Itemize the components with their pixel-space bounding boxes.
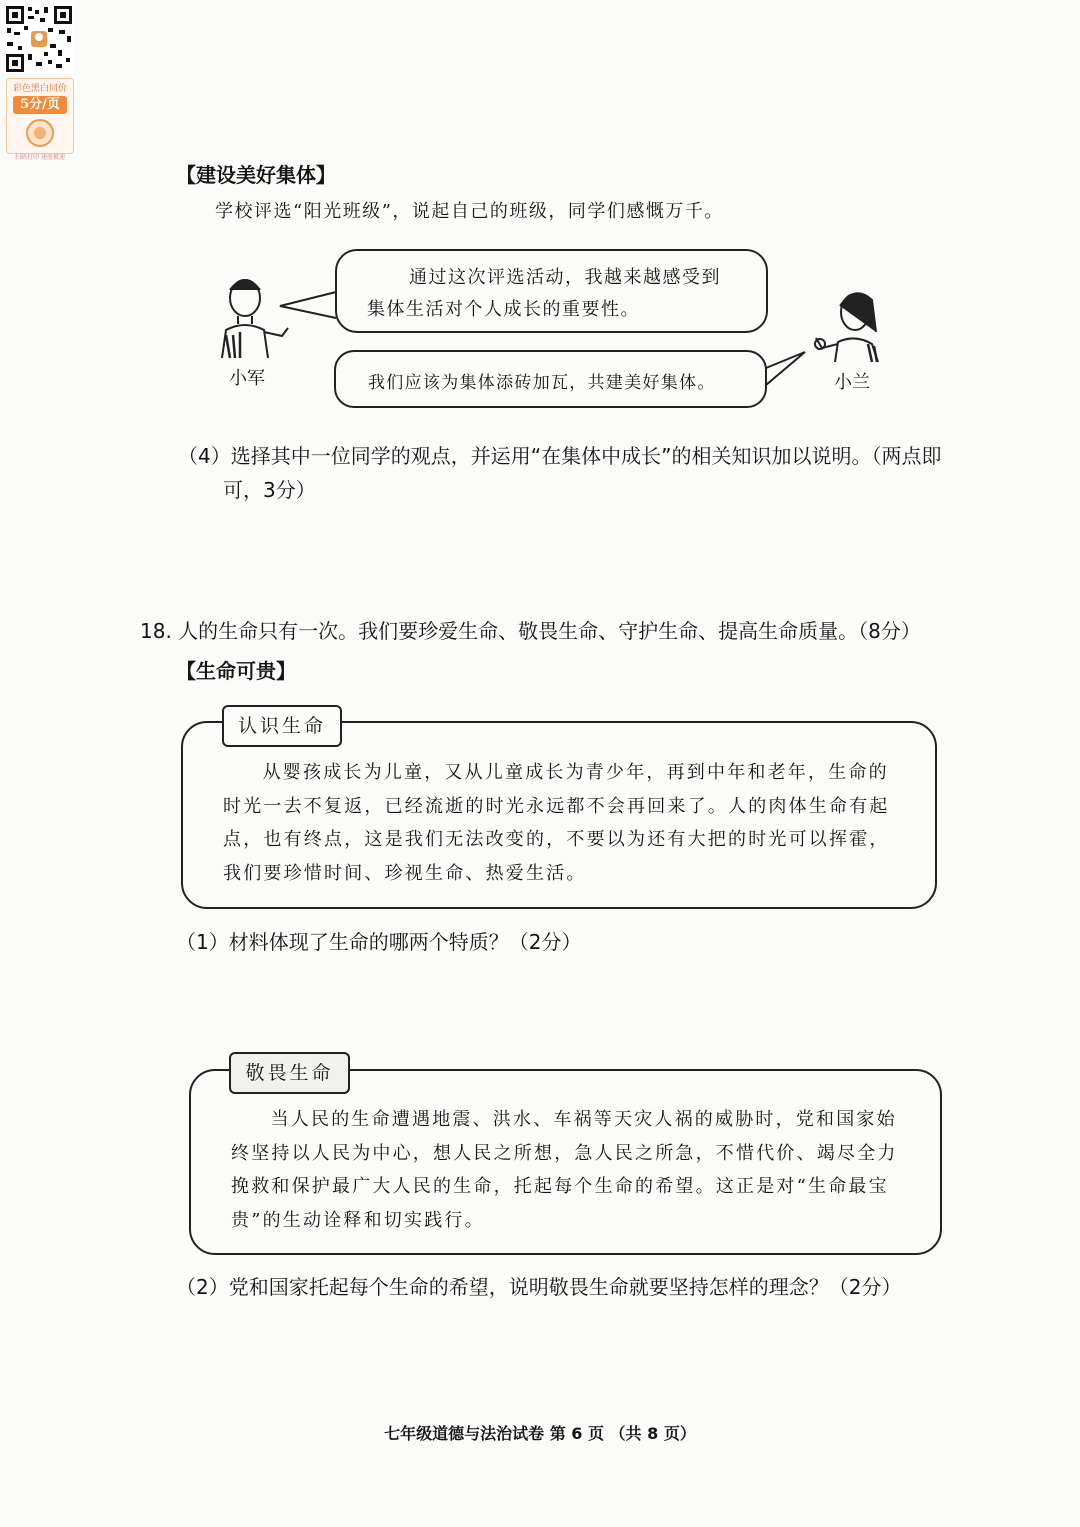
box1-line2: 时光一去不复返，已经流逝的时光永远都不会再回来了。人的肉体生命有起 [223,795,890,817]
price-badge [6,78,74,161]
name-xiaojun: 小军 [229,368,265,389]
section-intro: 学校评选“阳光班级”，说起自己的班级，同学们感慨万千。 [215,201,724,222]
girl-figure-icon [815,293,878,362]
box2-line1: 当人民的生命遭遇地震、洪水、车祸等天灾人祸的威胁时，党和国家始 [270,1109,897,1130]
bubble2-text: 我们应该为集体添砖加瓦，共建美好集体。 [368,373,716,393]
box1-line3: 点，也有终点，这是我们无法改变的，不要以为还有大把的时光可以挥霍， [223,829,890,850]
qr-code[interactable] [4,4,74,74]
speech-bubble-xiaolan [334,350,767,408]
print-service-ad [4,4,74,161]
material-box-revere-life [189,1069,942,1255]
box2-line3: 挽救和保护最广大人民的生命，托起每个生命的希望。这正是对“生命最宝 [231,1176,889,1197]
question-4-line1: （4）选择其中一位同学的观点，并运用“在集体中成长”的相关知识加以说明。（两点即 [178,444,942,468]
bubble1-line2: 集体生活对个人成长的重要性。 [367,299,640,320]
box2-line4: 贵”的生动诠释和切实践行。 [231,1209,485,1231]
material-box-recognize-life [181,721,937,909]
question-4-line2: 可，3分） [223,478,316,502]
boy-figure-icon [222,280,288,358]
box2-line2: 终坚持以人民为中心，想人民之所想，急人民之所急，不惜代价、竭尽全力 [231,1142,898,1164]
badge-price: 5分/页 [13,96,67,114]
page-footer: 七年级道德与法治试卷 第 6 页 （共 8 页） [384,1424,696,1443]
box1-line1: 从婴孩成长为儿童，又从儿童成长为青少年，再到中年和老年，生命的 [262,762,889,783]
question-18-subheading: 【生命可贵】 [176,659,296,683]
section-heading: 【建设美好集体】 [176,163,336,187]
question-18-2: （2）党和国家托起每个生命的希望，说明敬畏生命就要坚持怎样的理念？（2分） [176,1275,902,1299]
box2-tab-title: 敬畏生命 [229,1052,350,1094]
seal-icon [25,118,55,148]
question-18-1: （1）材料体现了生命的哪两个特质？（2分） [176,930,582,954]
bubble1-line1: 通过这次评选活动，我越来越感受到 [409,267,721,288]
box1-tab-title: 认识生命 [222,705,342,747]
badge-top-text: 彩色黑白同价 [12,84,67,94]
question-18-title: 18. 人的生命只有一次。我们要珍爱生命、敬畏生命、守护生命、提高生命质量。（8分） [140,619,921,643]
speech-bubble-xiaojun [335,249,768,333]
box1-line4: 我们要珍惜时间、珍视生命、热爱生活。 [223,862,587,884]
name-xiaolan: 小兰 [834,372,870,393]
badge-footer-text: 扫码打印 速度极速 [15,154,65,161]
